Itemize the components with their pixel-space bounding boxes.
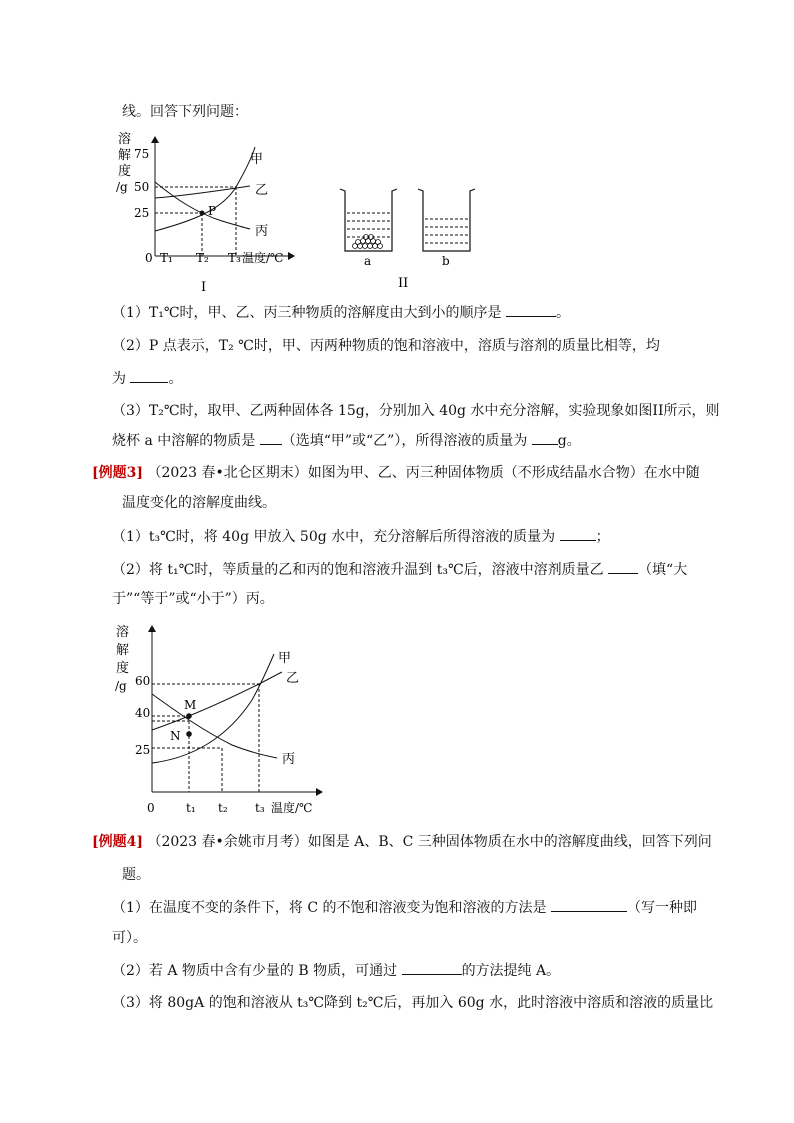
question-1: （1）T₁℃时，甲、乙、丙三种物质的溶解度由大到小的顺序是 。 <box>112 302 570 323</box>
solubility-chart-1 <box>112 125 302 295</box>
xtick-t1: T₁ <box>160 251 173 265</box>
curve-bing-label: 丙 <box>282 752 296 767</box>
curve-jia <box>152 654 274 763</box>
y-label-1: 溶 <box>118 132 132 147</box>
example-4-intro-cont: 题。 <box>122 867 150 883</box>
point-m <box>186 713 192 719</box>
curve-yi <box>152 672 282 730</box>
answer-blank-4[interactable] <box>532 430 558 445</box>
curve-yi-label: 乙 <box>255 183 269 198</box>
point-p-label: P <box>208 204 217 218</box>
example-3-intro-cont: 温度变化的溶解度曲线。 <box>122 495 276 511</box>
point-n <box>186 731 192 737</box>
example-3-intro: [例题3] （2023 春•北仑区期末）如图为甲、乙、丙三种固体物质（不形成结晶水合物）在水中随 <box>92 465 700 481</box>
beaker-a <box>340 189 397 268</box>
figure-caption-2: II <box>398 276 409 291</box>
example-3-tag: [例题3] <box>92 465 143 481</box>
y-label-2: 解 <box>116 643 130 658</box>
answer-blank-6[interactable] <box>608 559 638 574</box>
y-label-3: 度 <box>116 661 130 676</box>
answer-blank-8[interactable] <box>402 960 462 975</box>
example-3-q1: （1）t₃℃时，将 40g 甲放入 50g 水中，充分溶解后所得溶液的质量为 ； <box>112 526 610 547</box>
example-4-q1: （1）在温度不变的条件下，将 C 的不饱和溶液变为饱和溶液的方法是 （写一种即 <box>112 897 697 918</box>
question-3-cont: 烧杯 a 中溶解的物质是 （选填“甲”或“乙”），所得溶液的质量为 g。 <box>112 430 581 451</box>
ytick-25: 25 <box>135 743 151 757</box>
intro-line: 线。回答下列问题： <box>122 104 248 120</box>
answer-blank-3[interactable] <box>260 430 282 445</box>
beakers-figure <box>335 183 475 293</box>
answer-blank-5[interactable] <box>560 526 596 541</box>
beaker-b <box>418 189 475 268</box>
point-n-label: N <box>170 729 181 743</box>
ytick-50: 50 <box>134 180 150 194</box>
question-3: （3）T₂℃时，取甲、乙两种固体各 15g，分别加入 40g 水中充分溶解，实验现象如图II所示，则 <box>112 403 720 419</box>
example-3-q2-cont: 于”“等于”或“小于”）丙。 <box>112 591 274 607</box>
ytick-75: 75 <box>134 147 150 161</box>
ytick-40: 40 <box>135 706 151 720</box>
answer-blank-7[interactable] <box>551 897 627 912</box>
xtick-t2: t₂ <box>218 801 228 815</box>
xtick-t2: T₂ <box>196 251 209 265</box>
curve-jia-label: 甲 <box>278 651 292 666</box>
y-label-4: /g <box>115 679 127 693</box>
curve-jia-label: 甲 <box>250 152 264 167</box>
curve-bing-label: 丙 <box>255 224 269 239</box>
xtick-t1: t₁ <box>186 801 196 815</box>
y-label-3: 度 <box>118 164 132 179</box>
point-m-label: M <box>184 698 197 712</box>
figure-caption-1: I <box>201 280 207 295</box>
x-label: 温度/℃ <box>242 251 284 265</box>
example-3-q2: （2）将 t₁℃时，等质量的乙和丙的饱和溶液升温到 t₃℃后，溶液中溶剂质量乙 （填“大 <box>112 559 687 580</box>
point-p <box>200 211 205 216</box>
origin: 0 <box>145 251 153 265</box>
curve-jia <box>155 147 255 231</box>
xtick-t3: t₃ <box>255 801 265 815</box>
answer-blank-1[interactable] <box>506 302 556 317</box>
question-2: （2）P 点表示，T₂ ℃时，甲、丙两种物质的饱和溶液中，溶质与溶剂的质量比相等，均 <box>112 338 660 354</box>
beaker-b-label: b <box>442 254 450 268</box>
solubility-chart-2 <box>112 620 332 820</box>
example-4-tag: [例题4] <box>92 834 143 850</box>
x-label: 温度/℃ <box>271 801 313 815</box>
question-2-cont: 为 。 <box>112 368 182 389</box>
origin: 0 <box>147 801 155 815</box>
y-label-1: 溶 <box>116 625 130 640</box>
ytick-25: 25 <box>134 206 150 220</box>
curve-yi-label: 乙 <box>286 671 300 686</box>
answer-blank-2[interactable] <box>130 368 168 383</box>
example-4-q1-cont: 可）。 <box>112 930 147 946</box>
example-4-q3: （3）将 80gA 的饱和溶液从 t₃℃降到 t₂℃后，再加入 60g 水，此时溶液中溶质和溶液的质量比 <box>112 995 714 1011</box>
ytick-60: 60 <box>135 674 151 688</box>
y-label-2: 解 <box>118 148 132 163</box>
xtick-t3: T₃ <box>228 251 241 265</box>
example-4-q2: （2）若 A 物质中含有少量的 B 物质，可通过 的方法提纯 A。 <box>112 960 560 981</box>
example-4-intro: [例题4] （2023 春•余姚市月考）如图是 A、B、C 三种固体物质在水中的溶解度曲线，回答下列问 <box>92 834 712 850</box>
y-label-4: /g <box>116 180 128 194</box>
beaker-a-label: a <box>364 254 372 268</box>
